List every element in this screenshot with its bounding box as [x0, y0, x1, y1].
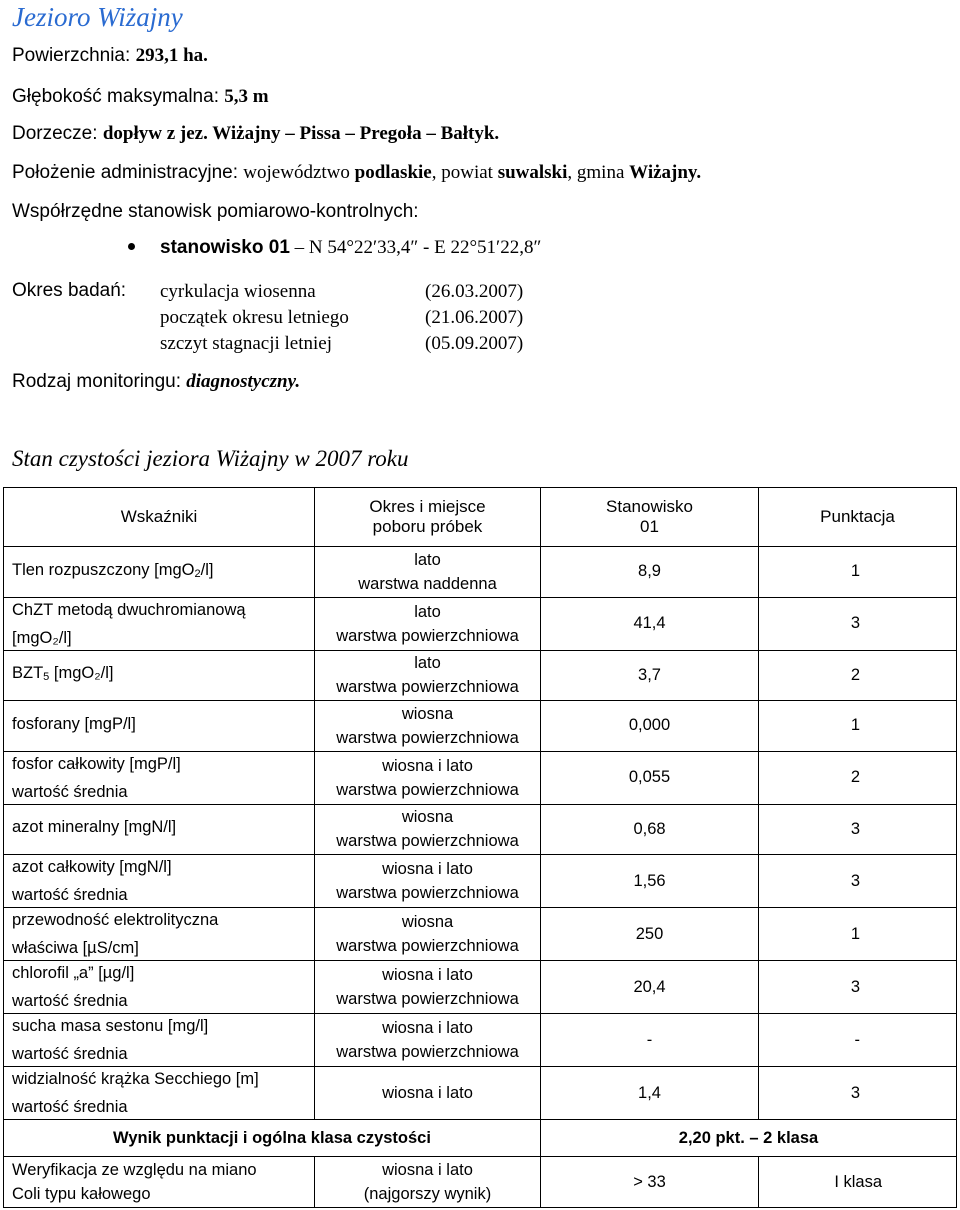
page-title: Jezioro Wiżajny — [12, 2, 183, 32]
points-cell: 3 — [759, 597, 957, 650]
verification-value: > 33 — [541, 1157, 759, 1208]
bullet-icon — [128, 243, 135, 250]
monitoring-line — [12, 371, 300, 393]
dorzecze-label: Dorzecze: — [12, 123, 103, 144]
period-cell: wiosna i lato warstwa powierzchniowa — [315, 961, 541, 1014]
monitoring-value: diagnostyczny. — [186, 371, 301, 392]
period-cell: wiosna warstwa powierzchniowa — [315, 804, 541, 855]
indicator-cell: Tlen rozpuszczony [mgO$_2$/l] — [4, 547, 315, 598]
period-cell: wiosna warstwa powierzchniowa — [315, 701, 541, 752]
table-row — [4, 961, 957, 1014]
summary-row — [4, 1120, 957, 1157]
polozenie-text-3: , gmina — [567, 162, 630, 183]
period-cell: wiosna i lato — [315, 1067, 541, 1120]
verification-klasa: I klasa — [759, 1157, 957, 1208]
monitoring-label: Rodzaj monitoringu: — [12, 371, 187, 392]
points-cell: 3 — [759, 804, 957, 855]
table-body — [4, 547, 957, 1120]
table-row — [4, 1014, 957, 1067]
summary-label: Wynik punktacji i ogólna klasa czystości — [4, 1120, 541, 1157]
table-row — [4, 908, 957, 961]
indicator-cell: ChZT metodą dwuchromianową [mgO₂/l] — [4, 597, 315, 650]
summary-result: 2,20 pkt. – 2 klasa — [541, 1120, 957, 1157]
okres-item-name: cyrkulacja wiosenna — [160, 281, 316, 302]
stanowisko-coords: – N 54°22′33,4″ - E 22°51′22,8″ — [289, 237, 542, 258]
value-cell: 41,4 — [541, 597, 759, 650]
polozenie-powiat: suwalski — [497, 162, 568, 183]
polozenie-text-1: województwo — [243, 162, 355, 183]
polozenie-line — [12, 162, 701, 184]
header-stanowisko: Stanowisko 01 — [541, 488, 759, 547]
value-cell: 250 — [541, 908, 759, 961]
verification-period: wiosna i lato (najgorszy wynik) — [315, 1157, 541, 1208]
value-cell: 20,4 — [541, 961, 759, 1014]
points-cell: 1 — [759, 908, 957, 961]
points-cell: 1 — [759, 701, 957, 752]
value-cell: 0,055 — [541, 751, 759, 804]
points-cell: 2 — [759, 751, 957, 804]
okres-label: Okres badań: — [12, 280, 127, 301]
wspolrzedne-label: Współrzędne stanowisk pomiarowo-kontrolnych: — [12, 201, 419, 222]
okres-item-name: szczyt stagnacji letniej — [160, 333, 332, 354]
polozenie-wojewodztwo: podlaskie — [354, 162, 432, 183]
table-header-row — [4, 488, 957, 547]
table-row — [4, 547, 957, 598]
points-cell: 3 — [759, 855, 957, 908]
table-row — [4, 701, 957, 752]
okres-item-name: początek okresu letniego — [160, 307, 349, 328]
okres-item-date: (21.06.2007) — [425, 307, 524, 328]
points-cell: 3 — [759, 1067, 957, 1120]
header-punktacja: Punktacja — [759, 488, 957, 547]
table-row — [4, 597, 957, 650]
okres-item-date: (26.03.2007) — [425, 281, 524, 302]
points-cell: - — [759, 1014, 957, 1067]
value-cell: 0,68 — [541, 804, 759, 855]
value-cell: 1,4 — [541, 1067, 759, 1120]
header-okres: Okres i miejsce poboru próbek — [315, 488, 541, 547]
table-title: Stan czystości jeziora Wiżajny w 2007 roku — [12, 446, 409, 471]
indicator-cell: przewodność elektrolityczna właściwa [µS/cm] — [4, 908, 315, 961]
points-cell: 1 — [759, 547, 957, 598]
okres-item-date: (05.09.2007) — [425, 333, 524, 354]
indicator-cell: widzialność krążka Secchiego [m] wartość średnia — [4, 1067, 315, 1120]
glebokosc-line — [12, 86, 269, 108]
indicator-cell: sucha masa sestonu [mg/l] wartość średnia — [4, 1014, 315, 1067]
polozenie-text-2: , powiat — [431, 162, 498, 183]
indicator-cell: chlorofil „a” [µg/l] wartość średnia — [4, 961, 315, 1014]
table-row — [4, 804, 957, 855]
period-cell: wiosna i lato warstwa powierzchniowa — [315, 1014, 541, 1067]
value-cell: 3,7 — [541, 650, 759, 701]
glebokosc-value: 5,3 m — [224, 86, 269, 107]
dorzecze-line — [12, 123, 499, 145]
period-cell: lato warstwa powierzchniowa — [315, 650, 541, 701]
value-cell: 1,56 — [541, 855, 759, 908]
stanowisko-line — [160, 237, 541, 259]
table-row — [4, 751, 957, 804]
polozenie-label: Położenie administracyjne: — [12, 162, 244, 183]
period-cell: wiosna i lato warstwa powierzchniowa — [315, 751, 541, 804]
value-cell: 8,9 — [541, 547, 759, 598]
glebokosc-label: Głębokość maksymalna: — [12, 86, 225, 107]
indicator-cell: fosfor całkowity [mgP/l] wartość średnia — [4, 751, 315, 804]
powierzchnia-line — [12, 45, 208, 67]
period-cell: wiosna warstwa powierzchniowa — [315, 908, 541, 961]
points-cell: 3 — [759, 961, 957, 1014]
points-cell: 2 — [759, 650, 957, 701]
table-row — [4, 1067, 957, 1120]
powierzchnia-label: Powierzchnia: — [12, 45, 136, 66]
value-cell: 0,000 — [541, 701, 759, 752]
polozenie-gmina: Wiżajny. — [629, 162, 702, 183]
period-cell: lato warstwa naddenna — [315, 547, 541, 598]
indicator-cell: azot mineralny [mgN/l] — [4, 804, 315, 855]
indicator-cell: $BZT_5$ [mgO₂/l] — [4, 650, 315, 701]
value-cell: - — [541, 1014, 759, 1067]
period-cell: lato warstwa powierzchniowa — [315, 597, 541, 650]
period-cell: wiosna i lato warstwa powierzchniowa — [315, 855, 541, 908]
powierzchnia-value: 293,1 ha. — [135, 45, 208, 66]
table-row — [4, 855, 957, 908]
header-wskazniki: Wskaźniki — [4, 488, 315, 547]
stanowisko-label: stanowisko 01 — [160, 237, 290, 258]
indicator-cell: fosforany [mgP/l] — [4, 701, 315, 752]
dorzecze-value: dopływ z jez. Wiżajny – Pissa – Pregoła – Bałtyk. — [102, 123, 500, 144]
indicator-cell: azot całkowity [mgN/l] wartość średnia — [4, 855, 315, 908]
verification-row — [4, 1157, 957, 1208]
verification-label: Weryfikacja ze względu na miano Coli typu kałowego — [4, 1157, 315, 1208]
quality-table — [3, 487, 957, 1208]
table-row — [4, 650, 957, 701]
